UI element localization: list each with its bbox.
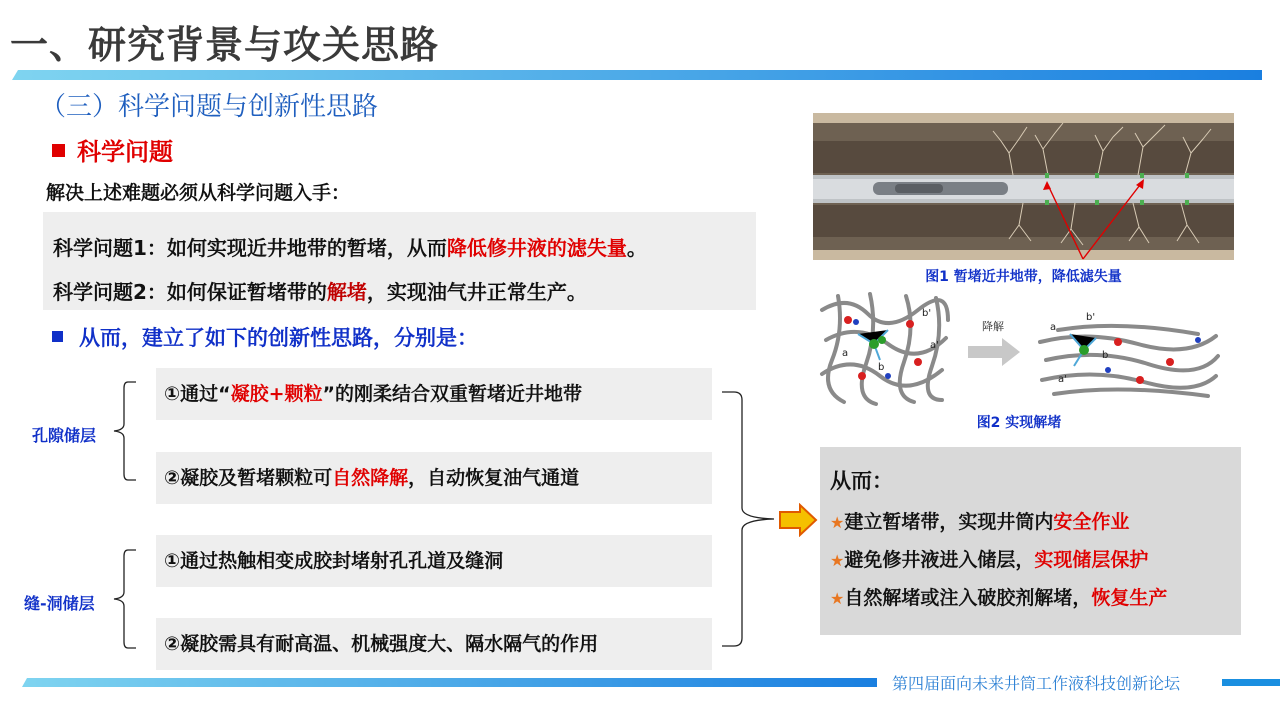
idea-pore-1: ①通过“凝胶+颗粒”的刚柔结合双重暂堵近井地带 (156, 368, 712, 420)
fig2-right-label-a: a (1050, 322, 1057, 333)
fig2-right-label-b: b (1102, 350, 1109, 361)
q2-highlight: 解堵 (326, 280, 367, 304)
idea-fracture-1: ①通过热触相变成胶封堵射孔孔道及缝洞 (156, 535, 712, 587)
idea-pore-2-highlight: 自然降解 (332, 467, 409, 489)
footer-bar (22, 678, 877, 687)
science-heading-text: 科学问题 (77, 138, 173, 166)
fig2-right-label-b-prime: b' (1086, 312, 1096, 323)
group-label-fracture-vug: 缝-洞储层 (24, 594, 95, 613)
star-bullet-icon: ★ (830, 513, 845, 532)
q1-highlight: 降低修井液的滤失量 (446, 236, 627, 260)
left-brace-2 (108, 546, 138, 652)
science-question-heading (52, 132, 173, 167)
group-label-pore: 孔隙储层 (32, 426, 97, 445)
science-questions-box (43, 212, 756, 310)
star-bullet-icon: ★ (830, 551, 845, 570)
figure-wellbore-plugging-image (813, 113, 1234, 260)
result-1-highlight: 安全作业 (1053, 511, 1130, 533)
footer-end-bar (1222, 679, 1280, 686)
fig2-arrow-label: 降解 (982, 320, 1004, 333)
innovation-heading-text: 从而，建立了如下的创新性思路，分别是： (79, 326, 478, 350)
fig2-label-a: a (842, 348, 849, 359)
idea-pore-1-highlight: 凝胶+颗粒 (230, 383, 323, 405)
result-item-1: ★建立暂堵带，实现井筒内安全作业 (830, 511, 1130, 533)
blue-square-bullet-icon (52, 331, 63, 342)
red-square-bullet-icon (52, 144, 65, 157)
idea-pore-2: ②凝胶及暂堵颗粒可自然降解，自动恢复油气通道 (156, 452, 712, 504)
fig2-label-b-prime: b' (922, 308, 932, 319)
section-subtitle: （三）科学问题与创新性思路 (40, 92, 379, 122)
figure-1-caption: 图1 暂堵近井地带，降低滤失量 (925, 269, 1122, 285)
intro-text: 解决上述难题必须从科学问题入手： (46, 182, 351, 204)
footer-forum-name: 第四届面向未来井筒工作液科技创新论坛 (892, 674, 1181, 693)
fig2-label-a-prime: a' (930, 340, 939, 351)
result-3-highlight: 恢复生产 (1091, 587, 1168, 609)
right-brace (718, 388, 778, 650)
left-brace-1 (108, 378, 138, 484)
science-question-1: 科学问题1：如何实现近井地带的暂堵，从而降低修井液的滤失量。 (53, 236, 647, 260)
figure-2-caption: 图2 实现解堵 (976, 415, 1062, 431)
science-question-2: 科学问题2：如何保证暂堵带的解堵，实现油气井正常生产。 (53, 280, 587, 304)
fig2-label-b: b (878, 362, 885, 373)
right-arrow-icon (778, 503, 818, 537)
star-bullet-icon: ★ (830, 589, 845, 608)
result-item-3: ★自然解堵或注入破胶剂解堵，恢复生产 (830, 587, 1168, 609)
figure-gel-degradation-diagram (818, 290, 1220, 408)
innovation-heading (52, 322, 478, 352)
fig2-right-label-a-prime: a' (1058, 374, 1067, 385)
results-box (820, 447, 1241, 635)
results-title: 从而： (830, 469, 893, 493)
page-title: 一、研究背景与攻关思路 (10, 23, 440, 67)
title-underline-bar (12, 70, 1262, 80)
idea-fracture-2: ②凝胶需具有耐高温、机械强度大、隔水隔气的作用 (156, 618, 712, 670)
result-2-highlight: 实现储层保护 (1034, 549, 1149, 571)
result-item-2: ★避免修井液进入储层，实现储层保护 (830, 549, 1149, 571)
